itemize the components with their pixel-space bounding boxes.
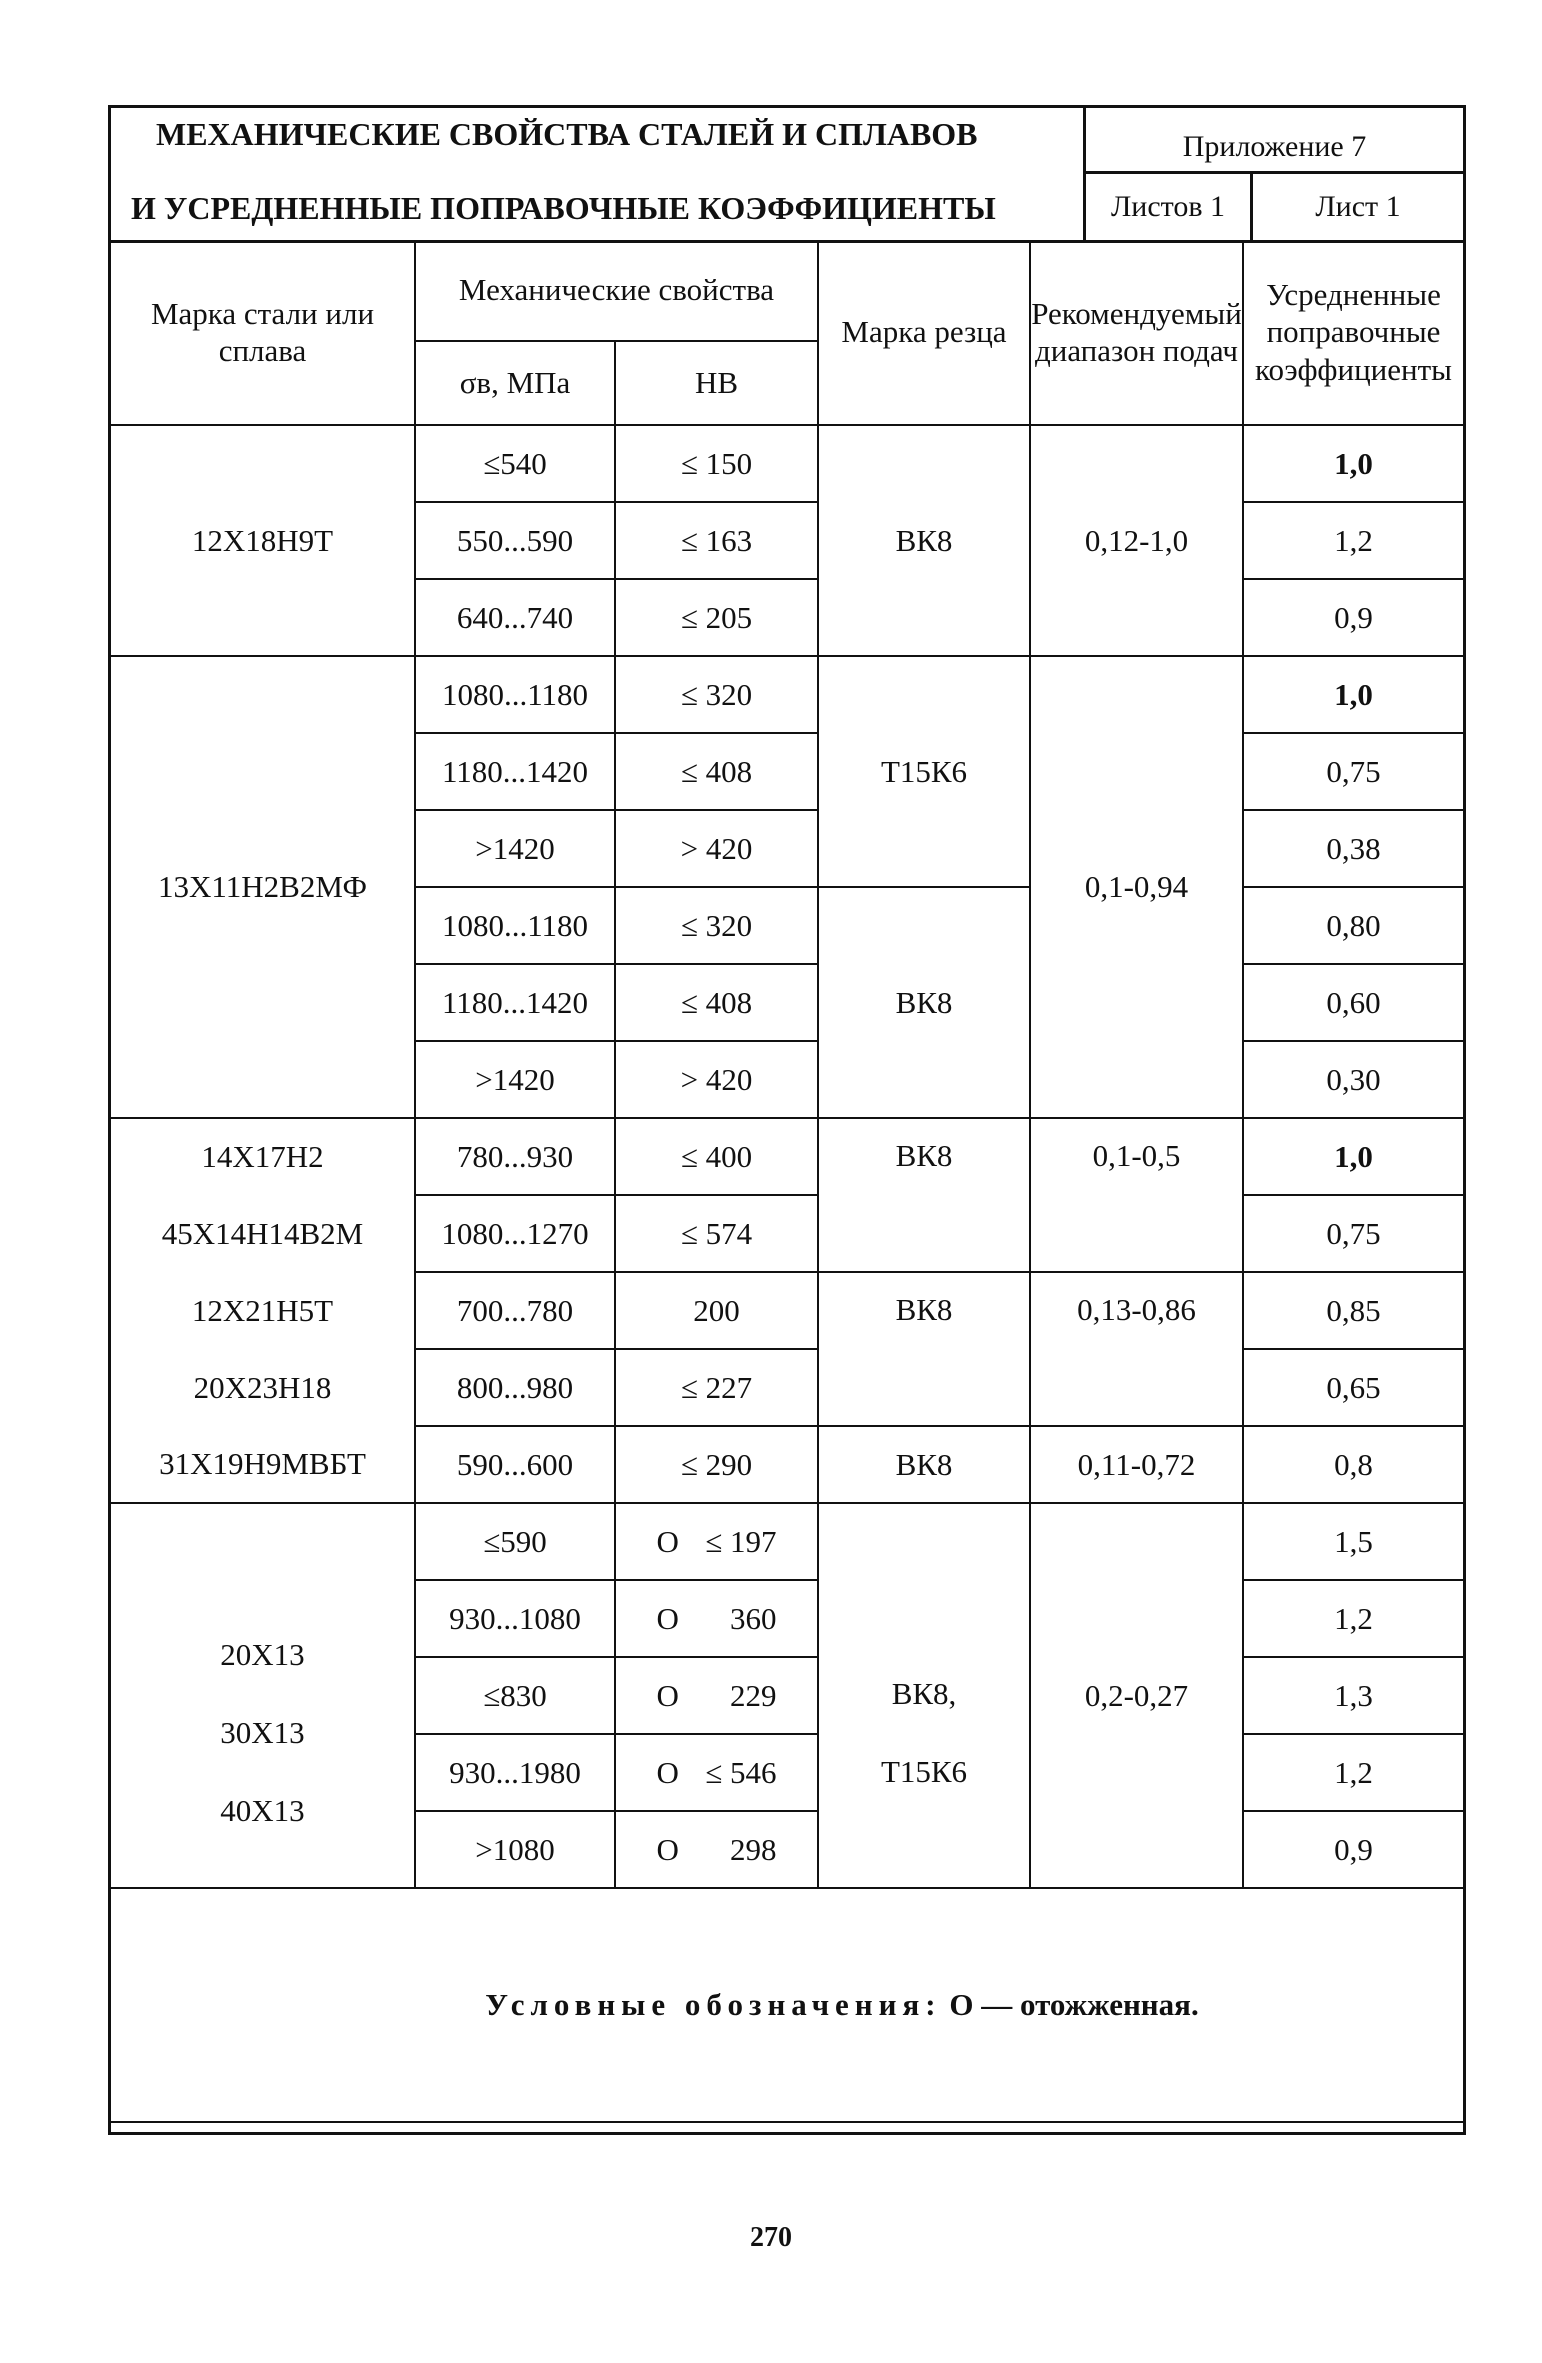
feed-cell: 0,11-0,72 [1030,1426,1243,1503]
title-block [111,108,1463,243]
grade-cell: 12Х18Н9Т [111,425,415,656]
col-feed-header: Рекомендуемый диапазон подач [1030,240,1243,425]
grade-cell [111,1503,415,1888]
sigma-cell: 1180...1420 [415,733,615,810]
feed-cell: 0,1-0,94 [1030,656,1243,1118]
annealed-mark: О [656,1754,679,1790]
sigma-cell: 1080...1270 [415,1195,615,1272]
coef-cell: 0,75 [1243,733,1463,810]
sigma-cell: 1080...1180 [415,656,615,733]
legend-note [111,1888,1463,2122]
col-grade-header: Марка стали или сплава [111,240,415,425]
annealed-mark: О [656,1600,679,1636]
hb-cell: > 420 [615,1041,818,1118]
col-coef-header: Усредненные поправочные коэффициенты [1243,240,1463,425]
coef-cell: 0,60 [1243,964,1463,1041]
grade-cell: 20Х23Н18 [111,1349,415,1426]
sigma-cell: 550...590 [415,502,615,579]
tool-cell: ВК8 [818,1118,1030,1272]
hb-cell: ≤ 408 [615,964,818,1041]
hb-cell: ≤ 227 [615,1349,818,1426]
hb-cell: ≤ 163 [615,502,818,579]
feed-cell: 0,13-0,86 [1030,1272,1243,1426]
properties-table [111,240,1463,2123]
coef-cell: 0,9 [1243,579,1463,656]
coef-cell: 0,80 [1243,887,1463,964]
appendix-label: Приложение 7 [1086,108,1463,174]
hb-value: ≤ 197 [705,1523,777,1559]
coef-cell: 1,5 [1243,1503,1463,1580]
hb-value: ≤ 546 [705,1754,777,1790]
coef-cell: 1,0 [1243,425,1463,502]
table-row [111,1118,1463,1195]
hb-cell [615,1734,818,1811]
col-hb-header: НВ [615,341,818,425]
hb-cell [615,1811,818,1888]
hb-value: 360 [730,1600,777,1636]
hb-cell: ≤ 408 [615,733,818,810]
sigma-cell: ≤830 [415,1657,615,1734]
table-frame [108,105,1466,2135]
sigma-cell: >1420 [415,1041,615,1118]
hb-cell: ≤ 574 [615,1195,818,1272]
sigma-cell: 930...1080 [415,1580,615,1657]
hb-cell: ≤ 150 [615,425,818,502]
legend-text: О — отожженная. [949,1987,1199,2023]
coef-cell: 1,0 [1243,656,1463,733]
grade-30x13: 30Х13 [220,1715,305,1750]
hb-cell: ≤ 205 [615,579,818,656]
annealed-mark: О [656,1831,679,1867]
hb-cell [615,1657,818,1734]
title-line-1: МЕХАНИЧЕСКИЕ СВОЙСТВА СТАЛЕЙ И СПЛАВОВ [156,116,978,152]
table-row [111,425,1463,502]
hb-cell: ≤ 290 [615,1426,818,1503]
sigma-cell: ≤540 [415,425,615,502]
annealed-mark: О [656,1523,679,1559]
grade-40x13: 40Х13 [220,1793,305,1828]
feed-cell: 0,1-0,5 [1030,1118,1243,1272]
hb-cell [615,1580,818,1657]
hb-cell: 200 [615,1272,818,1349]
sigma-cell: 1080...1180 [415,887,615,964]
col-tool-header: Марка резца [818,240,1030,425]
coef-cell: 0,85 [1243,1272,1463,1349]
tool-cell: Т15К6 [818,656,1030,887]
title-line-2: И УСРЕДНЕННЫЕ ПОПРАВОЧНЫЕ КОЭФФИЦИЕНТЫ [131,190,996,226]
sigma-cell: >1080 [415,1811,615,1888]
table-row [111,1272,1463,1349]
feed-cell: 0,2-0,27 [1030,1503,1243,1888]
tool-vk8: ВК8, [891,1676,957,1711]
sigma-cell: 1180...1420 [415,964,615,1041]
coef-cell: 0,9 [1243,1811,1463,1888]
grade-20x13: 20Х13 [220,1637,305,1672]
tool-cell: ВК8 [818,425,1030,656]
legend-label: Условные обозначения: [485,1987,942,2023]
hb-value: 298 [730,1831,777,1867]
sigma-cell: 780...930 [415,1118,615,1195]
hb-cell [615,1503,818,1580]
sigma-cell: 640...740 [415,579,615,656]
grade-cell: 12Х21Н5Т [111,1272,415,1349]
grade-cell: 31Х19Н9МВБТ [111,1426,415,1503]
hb-cell: ≤ 320 [615,656,818,733]
tool-t15k6: Т15К6 [880,1754,968,1789]
coef-cell: 0,38 [1243,810,1463,887]
coef-cell: 0,8 [1243,1426,1463,1503]
tool-cell: ВК8 [818,1426,1030,1503]
coef-cell: 1,2 [1243,1734,1463,1811]
hb-cell: ≤ 400 [615,1118,818,1195]
header-row [111,240,1463,341]
grade-cell: 13Х11Н2В2МФ [111,656,415,1118]
sigma-cell: 700...780 [415,1272,615,1349]
coef-cell: 0,65 [1243,1349,1463,1426]
coef-cell: 0,75 [1243,1195,1463,1272]
table-row [111,1195,1463,1272]
grade-cell: 45Х14Н14В2М [111,1195,415,1272]
sigma-cell: ≤590 [415,1503,615,1580]
annealed-mark: О [656,1677,679,1713]
coef-cell: 1,2 [1243,1580,1463,1657]
col-mech-header: Механические свойства [415,240,818,341]
sheet-number: Лист 1 [1315,190,1401,223]
tool-cell: ВК8 [818,887,1030,1118]
sheets-total: Листов 1 [1086,174,1253,240]
coef-cell: 1,0 [1243,1118,1463,1195]
table-row [111,1349,1463,1426]
sigma-cell: 800...980 [415,1349,615,1426]
table-row [111,1503,1463,1580]
grade-cell: 14Х17Н2 [111,1118,415,1195]
table-row [111,656,1463,733]
table-row [111,1426,1463,1503]
note-row [111,1888,1463,2122]
hb-value: 229 [730,1677,777,1713]
coef-cell: 1,3 [1243,1657,1463,1734]
tool-cell [818,1503,1030,1888]
coef-cell: 1,2 [1243,502,1463,579]
hb-cell: ≤ 320 [615,887,818,964]
hb-cell: > 420 [615,810,818,887]
document-title [111,108,1086,240]
coef-cell: 0,30 [1243,1041,1463,1118]
tool-cell: ВК8 [818,1272,1030,1426]
sigma-cell: >1420 [415,810,615,887]
page-number: 270 [750,2222,792,2253]
col-sigma-header: σв, МПа [415,341,615,425]
feed-cell: 0,12-1,0 [1030,425,1243,656]
sigma-cell: 590...600 [415,1426,615,1503]
sigma-cell: 930...1980 [415,1734,615,1811]
